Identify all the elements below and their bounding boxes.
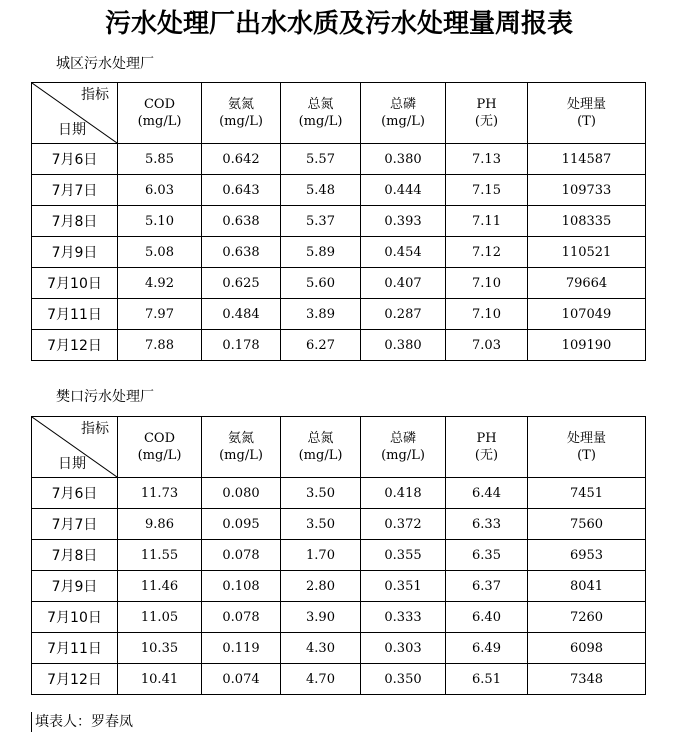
tn-cell: 3.90 — [281, 602, 361, 633]
table-row — [32, 509, 646, 540]
ammonia-cell: 0.625 — [202, 268, 281, 299]
table-row — [32, 633, 646, 664]
table-header-row — [32, 83, 646, 144]
cod-cell: 7.88 — [118, 330, 202, 361]
cod-cell: 5.10 — [118, 206, 202, 237]
column-header-ammonia: 氨氮 (mg/L) — [202, 417, 281, 478]
water-quality-table-fankou — [31, 416, 646, 695]
table-row — [32, 540, 646, 571]
ammonia-cell: 0.108 — [202, 571, 281, 602]
cod-cell: 11.05 — [118, 602, 202, 633]
table-row — [32, 175, 646, 206]
ammonia-cell: 0.074 — [202, 664, 281, 695]
column-header-total-phosphorus: 总磷 (mg/L) — [361, 417, 446, 478]
table-row — [32, 268, 646, 299]
tp-cell: 0.350 — [361, 664, 446, 695]
table-row — [32, 330, 646, 361]
cod-cell: 11.46 — [118, 571, 202, 602]
ph-cell: 7.03 — [446, 330, 528, 361]
tp-cell: 0.380 — [361, 144, 446, 175]
date-cell: 7月11日 — [32, 299, 118, 330]
column-header-ammonia: 氨氮 (mg/L) — [202, 83, 281, 144]
ammonia-cell: 0.178 — [202, 330, 281, 361]
ph-cell: 6.35 — [446, 540, 528, 571]
ammonia-cell: 0.638 — [202, 237, 281, 268]
tn-cell: 3.50 — [281, 478, 361, 509]
ph-cell: 7.13 — [446, 144, 528, 175]
indicator-label: 指标 — [81, 421, 109, 437]
tp-cell: 0.351 — [361, 571, 446, 602]
tp-cell: 0.444 — [361, 175, 446, 206]
tn-cell: 1.70 — [281, 540, 361, 571]
date-cell: 7月10日 — [32, 602, 118, 633]
tn-cell: 6.27 — [281, 330, 361, 361]
volume-cell: 109190 — [528, 330, 646, 361]
cod-cell: 4.92 — [118, 268, 202, 299]
column-header-ph: PH (无) — [446, 417, 528, 478]
column-header-volume: 处理量 (T) — [528, 83, 646, 144]
cod-cell: 6.03 — [118, 175, 202, 206]
volume-cell: 79664 — [528, 268, 646, 299]
tp-cell: 0.355 — [361, 540, 446, 571]
volume-cell: 7451 — [528, 478, 646, 509]
ph-cell: 6.33 — [446, 509, 528, 540]
cod-cell: 10.35 — [118, 633, 202, 664]
ph-cell: 6.37 — [446, 571, 528, 602]
date-cell: 7月8日 — [32, 540, 118, 571]
table-row — [32, 299, 646, 330]
cod-cell: 11.73 — [118, 478, 202, 509]
tp-cell: 0.303 — [361, 633, 446, 664]
tn-cell: 3.89 — [281, 299, 361, 330]
table-header-row — [32, 417, 646, 478]
volume-cell: 110521 — [528, 237, 646, 268]
tn-cell: 5.37 — [281, 206, 361, 237]
page-title: 污水处理厂出水水质及污水处理量周报表 — [104, 9, 573, 39]
tn-cell: 5.60 — [281, 268, 361, 299]
cod-cell: 9.86 — [118, 509, 202, 540]
ammonia-cell: 0.642 — [202, 144, 281, 175]
table-row — [32, 664, 646, 695]
section-label-fankou: 樊口污水处理厂 — [56, 389, 154, 405]
table-row — [32, 237, 646, 268]
tp-cell: 0.287 — [361, 299, 446, 330]
date-cell: 7月10日 — [32, 268, 118, 299]
column-header-total-nitrogen: 总氮 (mg/L) — [281, 83, 361, 144]
indicator-label: 指标 — [81, 87, 109, 103]
diagonal-header-cell — [32, 83, 118, 144]
ph-cell: 7.10 — [446, 299, 528, 330]
date-cell: 7月9日 — [32, 571, 118, 602]
date-cell: 7月11日 — [32, 633, 118, 664]
table-row — [32, 571, 646, 602]
date-cell: 7月7日 — [32, 509, 118, 540]
table-row — [32, 602, 646, 633]
column-header-total-phosphorus: 总磷 (mg/L) — [361, 83, 446, 144]
volume-cell: 6098 — [528, 633, 646, 664]
table-row — [32, 206, 646, 237]
cod-cell: 11.55 — [118, 540, 202, 571]
table-row — [32, 478, 646, 509]
volume-cell: 108335 — [528, 206, 646, 237]
tn-cell: 4.70 — [281, 664, 361, 695]
volume-cell: 8041 — [528, 571, 646, 602]
ph-cell: 7.10 — [446, 268, 528, 299]
volume-cell: 7348 — [528, 664, 646, 695]
tn-cell: 5.89 — [281, 237, 361, 268]
ammonia-cell: 0.078 — [202, 540, 281, 571]
tn-cell: 4.30 — [281, 633, 361, 664]
water-quality-table-chengqu — [31, 82, 646, 361]
filled-by-label: 填表人：罗春凤 — [31, 712, 133, 732]
ph-cell: 6.44 — [446, 478, 528, 509]
ph-cell: 6.49 — [446, 633, 528, 664]
cod-cell: 10.41 — [118, 664, 202, 695]
volume-cell: 7560 — [528, 509, 646, 540]
tp-cell: 0.418 — [361, 478, 446, 509]
ammonia-cell: 0.080 — [202, 478, 281, 509]
volume-cell: 6953 — [528, 540, 646, 571]
date-cell: 7月9日 — [32, 237, 118, 268]
ph-cell: 7.15 — [446, 175, 528, 206]
date-label: 日期 — [58, 456, 86, 472]
section-label-chengqu: 城区污水处理厂 — [56, 56, 154, 72]
cod-cell: 7.97 — [118, 299, 202, 330]
ammonia-cell: 0.119 — [202, 633, 281, 664]
ammonia-cell: 0.095 — [202, 509, 281, 540]
ammonia-cell: 0.484 — [202, 299, 281, 330]
tp-cell: 0.333 — [361, 602, 446, 633]
ph-cell: 7.12 — [446, 237, 528, 268]
volume-cell: 7260 — [528, 602, 646, 633]
tp-cell: 0.372 — [361, 509, 446, 540]
volume-cell: 114587 — [528, 144, 646, 175]
date-cell: 7月12日 — [32, 330, 118, 361]
ph-cell: 6.51 — [446, 664, 528, 695]
tp-cell: 0.407 — [361, 268, 446, 299]
tp-cell: 0.454 — [361, 237, 446, 268]
cod-cell: 5.08 — [118, 237, 202, 268]
column-header-volume: 处理量 (T) — [528, 417, 646, 478]
ammonia-cell: 0.638 — [202, 206, 281, 237]
tn-cell: 3.50 — [281, 509, 361, 540]
tn-cell: 5.48 — [281, 175, 361, 206]
tp-cell: 0.393 — [361, 206, 446, 237]
ammonia-cell: 0.643 — [202, 175, 281, 206]
date-label: 日期 — [58, 122, 86, 138]
diagonal-header-cell — [32, 417, 118, 478]
volume-cell: 109733 — [528, 175, 646, 206]
volume-cell: 107049 — [528, 299, 646, 330]
date-cell: 7月12日 — [32, 664, 118, 695]
date-cell: 7月7日 — [32, 175, 118, 206]
ammonia-cell: 0.078 — [202, 602, 281, 633]
date-cell: 7月6日 — [32, 478, 118, 509]
date-cell: 7月6日 — [32, 144, 118, 175]
cod-cell: 5.85 — [118, 144, 202, 175]
column-header-total-nitrogen: 总氮 (mg/L) — [281, 417, 361, 478]
column-header-cod: COD (mg/L) — [118, 83, 202, 144]
column-header-ph: PH (无) — [446, 83, 528, 144]
table-row — [32, 144, 646, 175]
date-cell: 7月8日 — [32, 206, 118, 237]
tn-cell: 5.57 — [281, 144, 361, 175]
tp-cell: 0.380 — [361, 330, 446, 361]
tn-cell: 2.80 — [281, 571, 361, 602]
ph-cell: 7.11 — [446, 206, 528, 237]
column-header-cod: COD (mg/L) — [118, 417, 202, 478]
ph-cell: 6.40 — [446, 602, 528, 633]
